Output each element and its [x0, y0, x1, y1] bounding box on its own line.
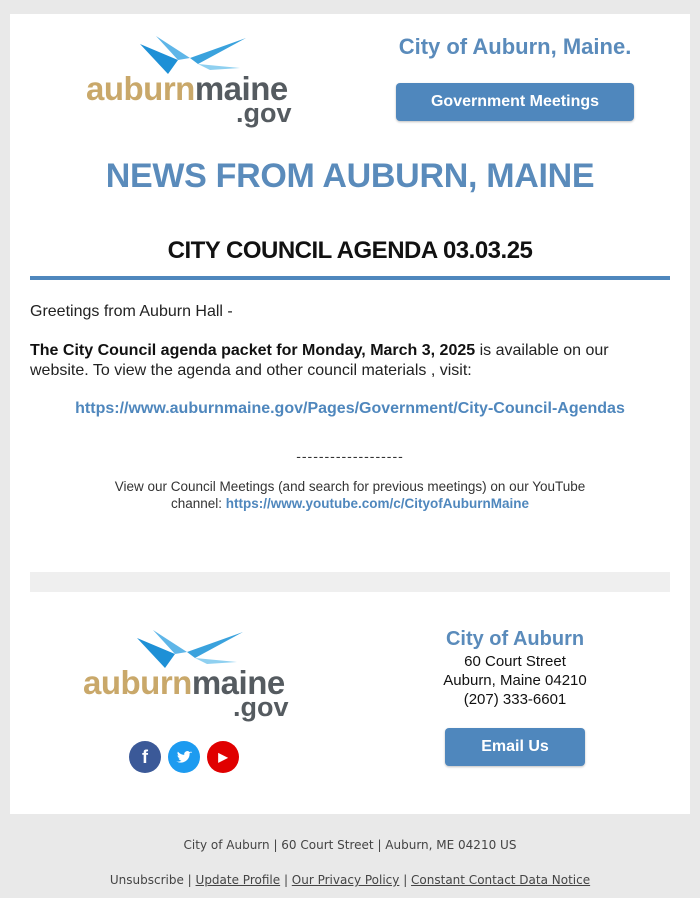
email-us-button[interactable]: Email Us: [445, 728, 585, 766]
youtube-text: View our Council Meetings (and search for previous meetings) on our YouTube channel:: [114, 479, 586, 511]
logo-wordmark: auburnmaine: [83, 664, 285, 701]
greeting-text: Greetings from Auburn Hall -: [30, 303, 233, 320]
footer-city-name: City of Auburn: [445, 628, 585, 650]
privacy-policy-link[interactable]: Our Privacy Policy: [291, 873, 400, 887]
dash-divider: -------------------: [296, 448, 404, 464]
footer-street: 60 Court Street: [464, 653, 566, 670]
logo-gov: .gov: [236, 98, 292, 128]
newsletter-title: NEWS FROM AUBURN, MAINE: [105, 157, 595, 195]
city-title: City of Auburn, Maine.: [398, 34, 632, 59]
link-separator: |: [183, 873, 196, 887]
unsubscribe-link[interactable]: Unsubscribe: [109, 873, 184, 887]
link-separator: |: [280, 873, 292, 887]
logo-wordmark: auburnmaine: [86, 70, 288, 107]
twitter-bird-icon: [168, 741, 200, 773]
footer-phone: (207) 333-6601: [463, 691, 567, 708]
grey-separator: [30, 572, 670, 592]
agenda-headline: CITY COUNCIL AGENDA 03.03.25: [167, 237, 533, 264]
youtube-link[interactable]: https://www.youtube.com/c/CityofAuburnMaine: [225, 496, 530, 511]
logo-gov: .gov: [233, 692, 289, 722]
packet-rest-text: is available on our website. To view the agenda and other council materials , visit:: [30, 342, 609, 379]
link-separator: |: [399, 873, 412, 887]
data-notice-link[interactable]: Constant Contact Data Notice: [411, 873, 591, 887]
twitter-icon[interactable]: [168, 741, 200, 773]
agenda-link[interactable]: https://www.auburnmaine.gov/Pages/Government/City-Council-Agendas: [75, 400, 625, 417]
packet-paragraph: [30, 341, 650, 381]
facebook-icon[interactable]: f: [129, 741, 161, 773]
footer-city-state: Auburn, Maine 04210: [443, 672, 587, 689]
packet-bold-text: The City Council agenda packet for Monday, March 3, 2025: [30, 342, 476, 359]
auburn-footer-logo[interactable]: [83, 628, 293, 728]
email-body: [10, 14, 690, 814]
auburn-logo[interactable]: [86, 34, 296, 134]
footer-links: [0, 873, 700, 887]
government-meetings-button[interactable]: Government Meetings: [396, 83, 634, 121]
blue-divider: [30, 276, 670, 280]
youtube-paragraph: [100, 478, 600, 512]
update-profile-link[interactable]: Update Profile: [195, 873, 281, 887]
youtube-icon[interactable]: ▶: [207, 741, 239, 773]
footer-address: City of Auburn | 60 Court Street | Auburn, ME 04210 US: [183, 838, 517, 852]
